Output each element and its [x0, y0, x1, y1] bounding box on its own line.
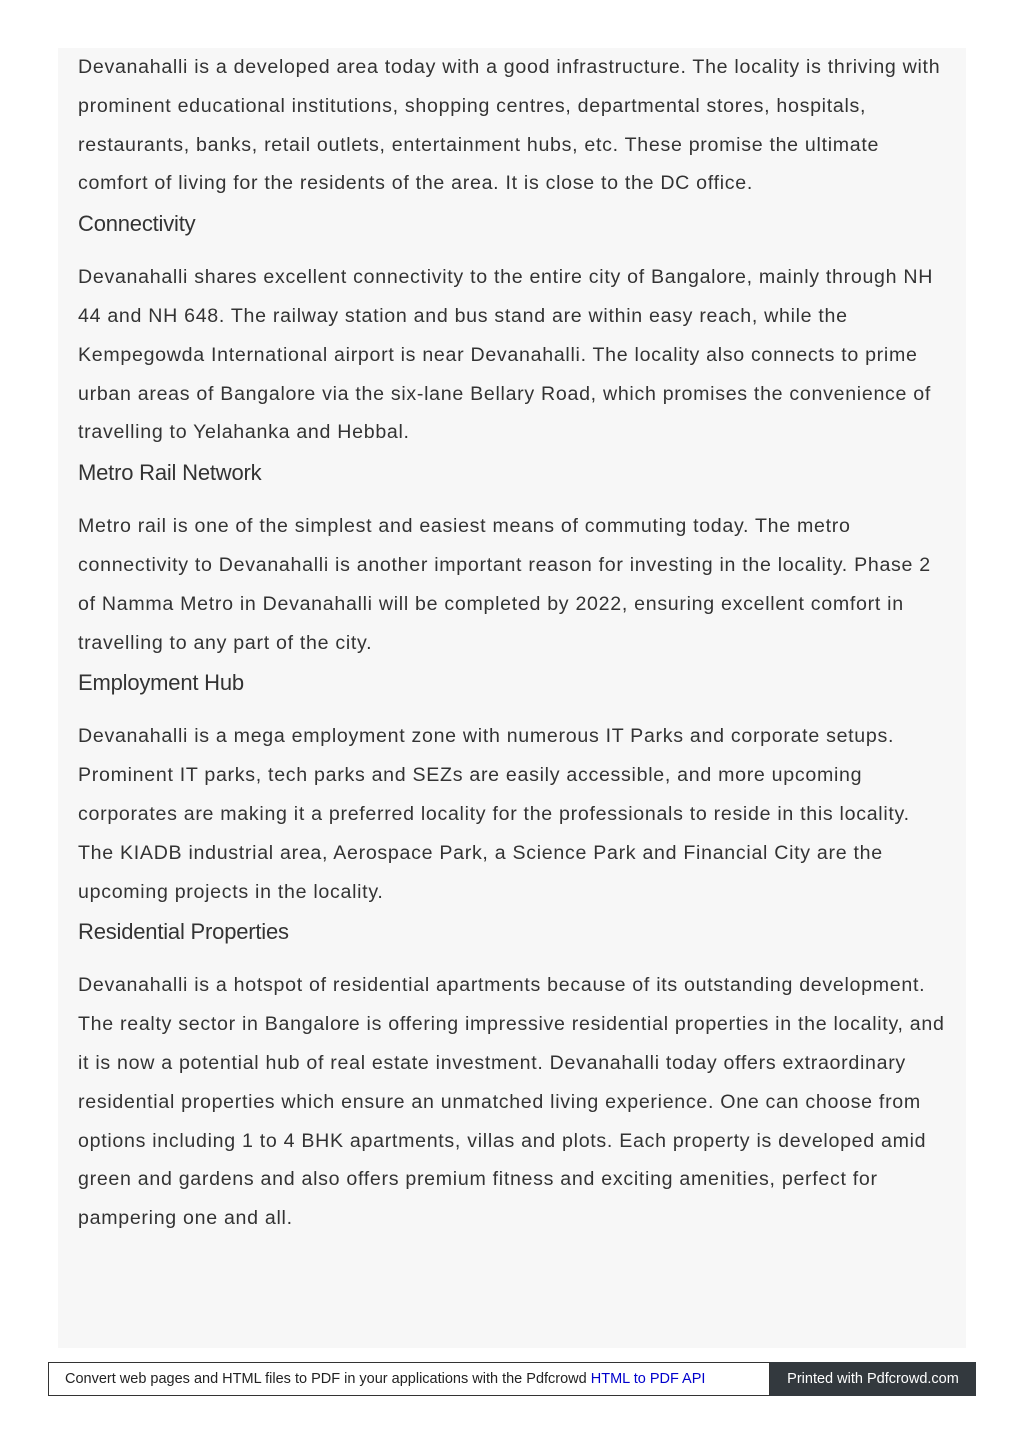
pdfcrowd-footer — [48, 1362, 976, 1396]
footer-promo-text: Convert web pages and HTML files to PDF in your applications with the Pdfcrowd — [65, 1371, 591, 1387]
printed-with-pdfcrowd-link[interactable]: Printed with Pdfcrowd.com — [770, 1362, 976, 1396]
heading-metro-rail-network: Metro Rail Network — [78, 460, 262, 486]
article-content — [58, 48, 966, 1348]
paragraph-employment-hub: Devanahalli is a mega employment zone with numerous IT Parks and corporate setups. Prominent IT parks, tech parks and SEZs are easily accessible, and more upcoming corporates are making it a preferred locality for the professionals to reside in this locality. The KIADB industrial area, Aerospace Park, a Science Park and Financial City are the upcoming projects in the locality. — [78, 725, 910, 903]
intro-paragraph: Devanahalli is a developed area today with a good infrastructure. The locality is thriving with prominent educational institutions, shopping centres, departmental stores, hospitals, restaurants, banks, retail outlets, entertainment hubs, etc. These promise the ultimate comfort of living for the residents of the area. It is close to the DC office. — [78, 56, 941, 195]
paragraph-residential-properties: Devanahalli is a hotspot of residential apartments because of its outstanding development. The realty sector in Bangalore is offering impressive residential properties in the locality, and it is now a potential hub of real estate investment. Devanahalli today offers extraordinary residential properties which ensure an unmatched living experience. One can choose from options including 1 to 4 BHK apartments, villas and plots. Each property is developed amid green and gardens and also offers premium fitness and exciting amenities, perfect for pampering one and all. — [78, 974, 945, 1230]
html-to-pdf-api-link[interactable]: HTML to PDF API — [590, 1371, 706, 1387]
heading-residential-properties: Residential Properties — [78, 919, 289, 945]
paragraph-connectivity: Devanahalli shares excellent connectivity to the entire city of Bangalore, mainly through NH 44 and NH 648. The railway station and bus stand are within easy reach, while the Kempegowda International airport is near Devanahalli. The locality also connects to prime urban areas of Bangalore via the six-lane Bellary Road, which promises the convenience of travelling to Yelahanka and Hebbal. — [78, 266, 934, 444]
footer-promo — [48, 1362, 770, 1396]
paragraph-metro-rail-network: Metro rail is one of the simplest and easiest means of commuting today. The metro connectivity to Devanahalli is another important reason for investing in the locality. Phase 2 of Namma Metro in Devanahalli will be completed by 2022, ensuring excellent comfort in travelling to any part of the city. — [78, 515, 931, 654]
heading-connectivity: Connectivity — [78, 211, 196, 237]
heading-employment-hub: Employment Hub — [78, 670, 244, 696]
